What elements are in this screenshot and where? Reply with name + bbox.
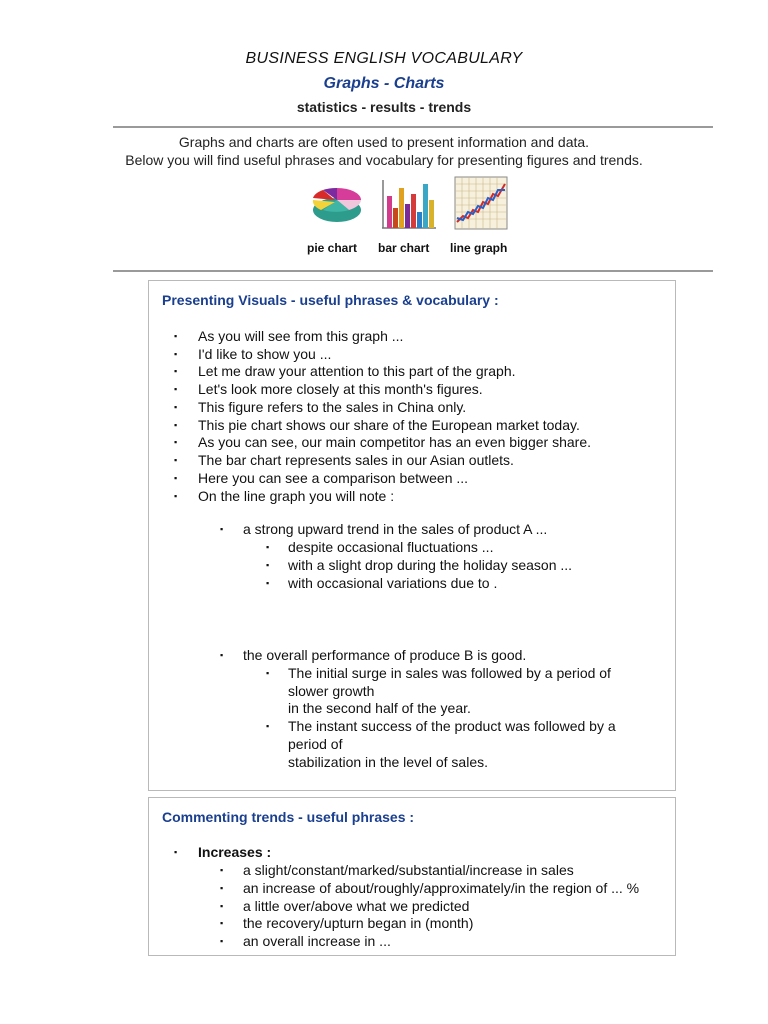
bullet: ▪	[220, 901, 224, 911]
list-item: The bar chart represents sales in our Asian outlets.	[198, 452, 514, 468]
line-graph-label: line graph	[450, 241, 508, 255]
trend-b-sub-item-cont: stabilization in the level of sales.	[288, 754, 488, 770]
top-divider	[113, 126, 713, 128]
page-subtitle: Graphs - Charts	[323, 75, 445, 92]
bar-chart-label: bar chart	[378, 241, 430, 255]
bullet: ▪	[174, 455, 178, 465]
page-tagline: statistics - results - trends	[296, 99, 472, 115]
bullet: ▪	[174, 473, 178, 483]
bullet: ▪	[174, 331, 178, 341]
bullet: ▪	[266, 721, 270, 731]
presenting-visuals-section	[148, 280, 676, 791]
list-item: Here you can see a comparison between ...	[198, 470, 469, 486]
trend-a-sub-item: despite occasional fluctuations ...	[288, 539, 494, 555]
bullet: ▪	[174, 420, 178, 430]
intro-line-1: Graphs and charts are often used to present information and data.	[178, 134, 590, 150]
intro-line-2: Below you will find useful phrases and vocabulary for presenting figures and trends.	[125, 152, 643, 168]
trend-b-sub-item: The instant success of the product was followed by a	[288, 718, 616, 734]
bullet: ▪	[174, 349, 178, 359]
bullet: ▪	[174, 366, 178, 376]
trend-b-sub-item-cont: period of	[288, 736, 343, 752]
bullet: ▪	[174, 437, 178, 447]
intro-text	[0, 133, 768, 169]
commenting-heading: Commenting trends - useful phrases :	[162, 809, 415, 825]
trend-b-item: the overall performance of produce B is good.	[243, 647, 527, 663]
bullet: ▪	[174, 491, 178, 501]
list-item: I'd like to show you ...	[198, 346, 332, 362]
bar-chart-icon	[380, 178, 438, 230]
list-item: an increase of about/roughly/approximately/in the region of ... %	[243, 880, 640, 896]
trend-b-sub-item-cont: slower growth	[288, 683, 375, 699]
pie-chart-icon	[309, 178, 365, 228]
increases-label: Increases :	[198, 844, 272, 860]
bullet: ▪	[220, 883, 224, 893]
bullet: ▪	[174, 384, 178, 394]
list-item: a little over/above what we predicted	[243, 898, 470, 914]
bullet: ▪	[266, 542, 270, 552]
list-item: This figure refers to the sales in China only.	[198, 399, 467, 415]
bullet: ▪	[220, 918, 224, 928]
list-item: a slight/constant/marked/substantial/increase in sales	[243, 862, 574, 878]
bullet: ▪	[220, 524, 224, 534]
pie-chart-label: pie chart	[307, 241, 358, 255]
list-item: an overall increase in ...	[243, 933, 391, 949]
list-item: As you can see, our main competitor has an even bigger share.	[198, 434, 591, 450]
bottom-divider	[113, 270, 713, 272]
trend-b-sub-item-cont: in the second half of the year.	[288, 700, 471, 716]
trend-a-sub-item: with occasional variations due to .	[288, 575, 498, 591]
trend-a-sub-item: with a slight drop during the holiday season ...	[288, 557, 573, 573]
bullet: ▪	[266, 578, 270, 588]
list-item: On the line graph you will note :	[198, 488, 395, 504]
bullet: ▪	[220, 936, 224, 946]
commenting-trends-section	[148, 797, 676, 956]
list-item: Let me draw your attention to this part of the graph.	[198, 363, 516, 379]
list-item: Let's look more closely at this month's figures.	[198, 381, 483, 397]
trend-a-item: a strong upward trend in the sales of product A ...	[243, 521, 548, 537]
bullet: ▪	[220, 650, 224, 660]
list-item: This pie chart shows our share of the European market today.	[198, 417, 580, 433]
bullet: ▪	[220, 865, 224, 875]
list-item: As you will see from this graph ...	[198, 328, 404, 344]
bullet: ▪	[266, 560, 270, 570]
bullet: ▪	[266, 668, 270, 678]
bullet: ▪	[174, 847, 178, 857]
presenting-heading: Presenting Visuals - useful phrases & vocabulary :	[162, 292, 499, 308]
bullet: ▪	[174, 402, 178, 412]
trend-b-sub-item: The initial surge in sales was followed by a period of	[288, 665, 611, 681]
list-item: the recovery/upturn began in (month)	[243, 915, 474, 931]
page-title: BUSINESS ENGLISH VOCABULARY	[245, 50, 523, 67]
line-graph-icon	[454, 176, 508, 230]
